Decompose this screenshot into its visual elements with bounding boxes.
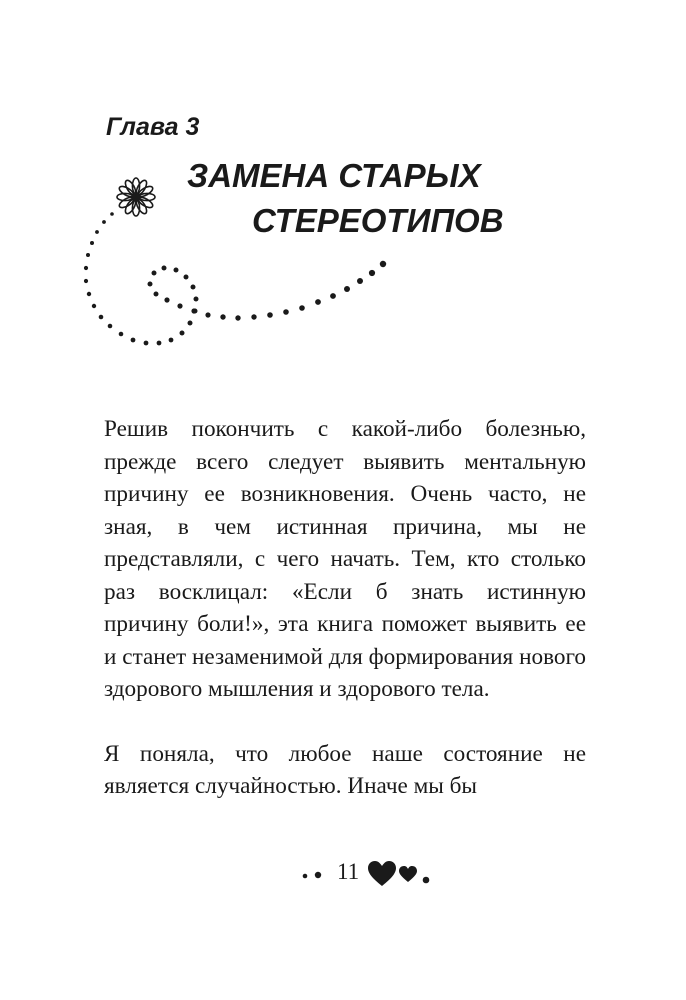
flower-icon — [117, 178, 155, 216]
page-number: 11 — [337, 859, 360, 884]
heart-icon — [368, 861, 396, 886]
paragraph-1: Решив покончить с какой-либо болезнью, прежде всего следует выявить ментальную причину ее возникновения. Очень часто, не зная, в чем истинная причина, мы не представляли, с чего начать. Тем, кто столько раз восклицал: «Если б знать истинную причину боли!», эта книга поможет выявить ее и станет незаменимой для формирования нового здорового мышления и здорового тела. — [104, 416, 586, 702]
dot-icon — [423, 877, 430, 884]
footer-decoration — [300, 856, 440, 892]
dot-icon — [315, 872, 321, 878]
chapter-title-line-2: СТЕРЕОТИПОВ — [252, 202, 504, 239]
dot-icon — [303, 874, 308, 879]
page-footer — [300, 856, 440, 892]
dotted-swirl-ornament — [0, 0, 686, 380]
body-text — [104, 413, 586, 803]
paragraph-2: Я поняла, что любое наше состояние не является случайностью. Иначе мы бы — [104, 740, 586, 799]
dotted-path — [84, 212, 386, 345]
chapter-label: Глава 3 — [106, 113, 200, 141]
chapter-title-line-1: ЗАМЕНА СТАРЫХ — [187, 157, 481, 194]
heart-icon — [399, 866, 417, 882]
